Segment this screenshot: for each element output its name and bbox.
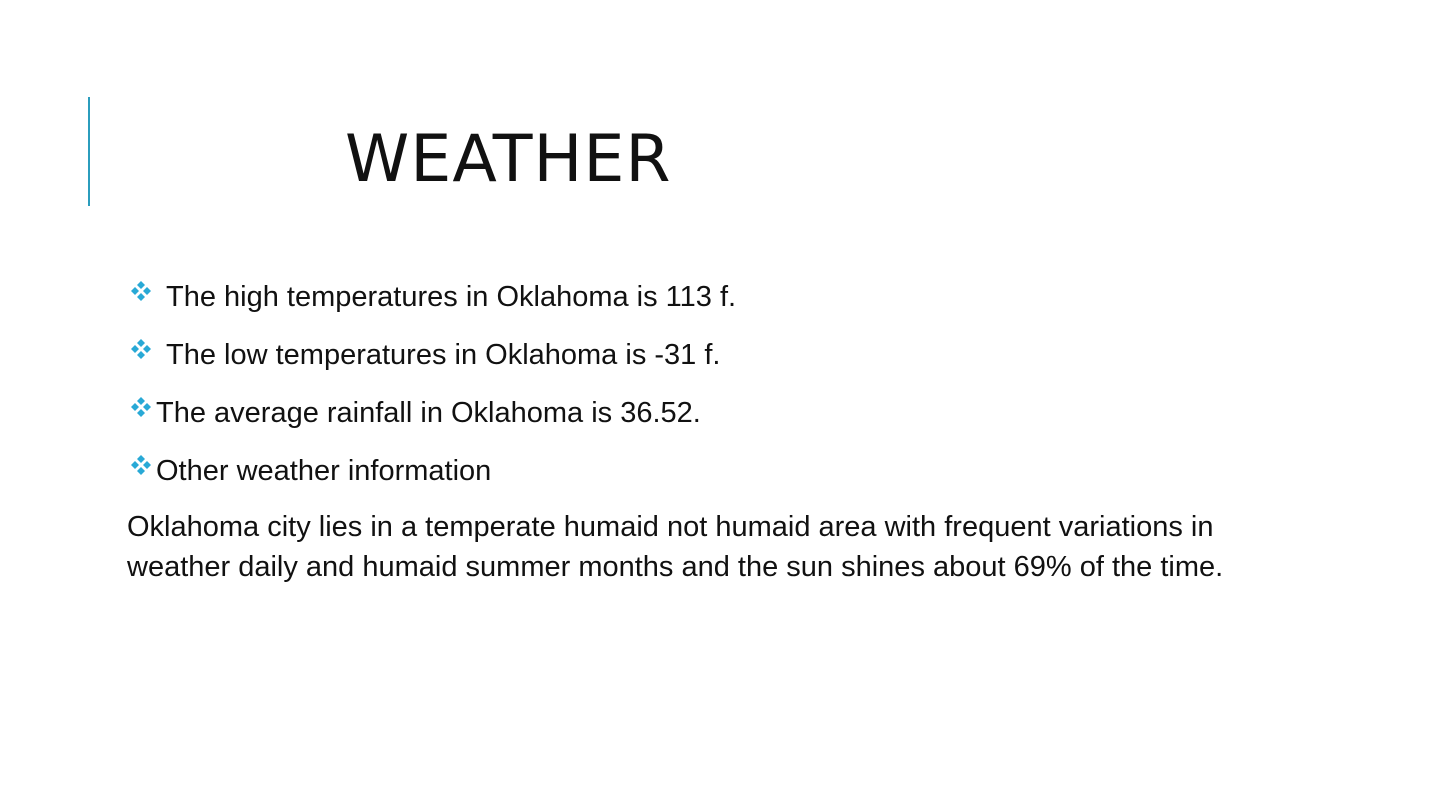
bullet-item-low-temp xyxy=(128,334,1248,392)
four-diamond-bullet-icon xyxy=(128,394,154,420)
bullet-text: Other weather information xyxy=(156,455,492,487)
four-diamond-bullet-icon xyxy=(128,278,154,304)
bullet-list xyxy=(128,276,1248,508)
weather-paragraph: Oklahoma city lies in a temperate humaid not humaid area with frequent variations in weather daily and humaid summer months and the sun shines about 69% of the time. xyxy=(127,511,1224,583)
bullet-text: The low temperatures in Oklahoma is -31 f. xyxy=(166,339,721,371)
title-accent-bar xyxy=(88,97,90,206)
bullet-item-rainfall xyxy=(128,392,1248,450)
four-diamond-bullet-icon xyxy=(128,452,154,478)
bullet-item-high-temp xyxy=(128,276,1248,334)
four-diamond-bullet-icon xyxy=(128,336,154,362)
bullet-text: The average rainfall in Oklahoma is 36.52. xyxy=(156,397,701,429)
slide-title: WEATHER xyxy=(345,122,672,197)
bullet-text: The high temperatures in Oklahoma is 113 f. xyxy=(166,281,737,313)
bullet-item-other-info xyxy=(128,450,1248,508)
